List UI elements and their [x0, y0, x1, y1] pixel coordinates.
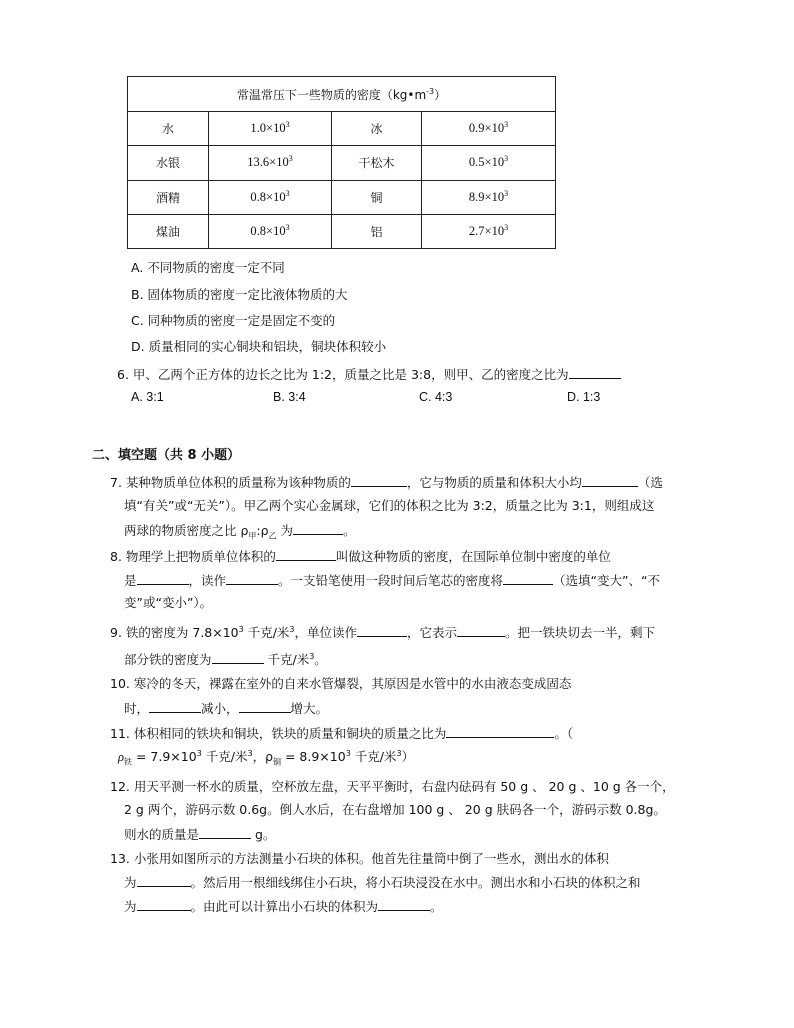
- table-row: 水 $1.0\times 10^3$ 冰 $0.9\times 10^3$: [128, 112, 556, 146]
- q9-line-1: 9. 铁的密度为 $7.8\times 10^3$ 千克/米$^3$，单位读作 ，它表示 。把一铁块切去一半，剩下: [110, 624, 656, 640]
- answer-blank[interactable]: [137, 873, 191, 887]
- q13-line-2: 为 。然后用一根细线绑住小石块，将小石块浸没在水中。测出水和小石块的体积之和: [124, 875, 641, 890]
- q6-stem: 6. 甲、乙两个正方体的边长之比为 1:2，质量之比是 3:8，则甲、乙的密度之比为: [117, 365, 621, 384]
- q11-line-2: $\rho_铁 = 7.9\times 10^3$ 千克/米$^3$，$\rho_铜 = 8.9\times 10^3$ 千克/米$^3$）: [118, 748, 415, 767]
- q8-line-3: 变”或“变小”）。: [124, 595, 213, 610]
- answer-blank[interactable]: [212, 650, 264, 664]
- q8-line-2: 是 ，读作 。一支铅笔使用一段时间后笔芯的密度将 （选填“变大”、“不: [124, 573, 660, 588]
- q6-option-d: D. 1:3: [567, 390, 601, 404]
- answer-blank[interactable]: [137, 571, 189, 585]
- q10-line-1: 10. 寒冷的冬天，裸露在室外的自来水管爆裂，其原因是水管中的水由液态变成固态: [110, 676, 572, 691]
- answer-blank[interactable]: [239, 699, 291, 713]
- answer-blank[interactable]: [293, 521, 343, 535]
- answer-blank[interactable]: [226, 571, 278, 585]
- answer-blank[interactable]: [276, 547, 336, 561]
- q7-line-2: 填“有关”或“无关”）。甲乙两个实心金属球，它们的体积之比为 3:2，质量之比为 3:1，则组成这: [124, 498, 655, 513]
- q11-line-1: 11. 体积相同的铁块和铜块，铁块的质量和铜块的质量之比为 。（: [110, 726, 574, 741]
- section-heading: 二、填空题（共 8 小题）: [92, 448, 241, 463]
- table-row: 水银 $13.6\times 10^3$ 干松木 $0.5\times 10^3$: [128, 146, 556, 180]
- q7-line-1: 7. 某种物质单位体积的质量称为该种物质的 ，它与物质的质量和体积大小均 （选: [110, 475, 663, 490]
- q12-line-3: 则水的质量是 g。: [124, 827, 276, 842]
- q12-line-1: 12. 用天平测一杯水的质量，空杯放左盘，天平平衡时，右盘内砝码有 50 g 、 20 g 、10 g 各一个，: [110, 779, 675, 794]
- answer-blank[interactable]: [378, 897, 430, 911]
- q10-line-2: 时， 减小， 增大。: [124, 701, 329, 716]
- q13-line-3: 为 。由此可以计算出小石块的体积为 。: [124, 899, 443, 914]
- table-row: 酒精 $0.8\times 10^3$ 铜 $8.9\times 10^3$: [128, 180, 556, 214]
- answer-blank[interactable]: [569, 365, 621, 379]
- answer-blank[interactable]: [351, 473, 407, 487]
- q5-option-a: A. 不同物质的密度一定不同: [131, 260, 285, 275]
- density-table: [127, 76, 556, 249]
- q13-line-1: 13. 小张用如图所示的方法测量小石块的体积。他首先往量筒中倒了一些水，测出水的体积: [110, 851, 609, 866]
- q6-option-a: A. 3:1: [131, 390, 164, 404]
- q5-option-d: D. 质量相同的实心铜块和铝块，铜块体积较小: [131, 339, 387, 354]
- answer-blank[interactable]: [149, 699, 201, 713]
- answer-blank[interactable]: [582, 473, 638, 487]
- q5-option-c: C. 同种物质的密度一定是固定不变的: [131, 313, 336, 328]
- answer-blank[interactable]: [457, 623, 505, 637]
- answer-blank[interactable]: [357, 623, 407, 637]
- q9-line-2: 部分铁的密度为 千克/米$^3$。: [124, 651, 327, 667]
- q8-line-1: 8. 物理学上把物质单位体积的 叫做这种物质的密度，在国际单位制中密度的单位: [110, 549, 611, 564]
- answer-blank[interactable]: [446, 724, 554, 738]
- q6-option-b: B. 3:4: [273, 390, 306, 404]
- answer-blank[interactable]: [199, 825, 251, 839]
- answer-blank[interactable]: [503, 571, 553, 585]
- table-row: 煤油 $0.8\times 10^3$ 铝 $2.7\times 10^3$: [128, 214, 556, 248]
- table-caption: 常温常压下一些物质的密度$(kg•m^{-3})$: [128, 77, 556, 112]
- q12-line-2: 2 g 两个，游码示数 0.6g。倒人水后，在右盘增加 100 g 、 20 g 肤码各一个，游码示数 0.8g。: [124, 802, 666, 817]
- q7-line-3: 两球的物质密度之比 $\rho_甲:\rho_乙$ 为 。: [124, 523, 356, 541]
- q5-option-b: B. 固体物质的密度一定比液体物质的大: [131, 287, 348, 302]
- q6-option-c: C. 4:3: [419, 390, 453, 404]
- answer-blank[interactable]: [137, 897, 191, 911]
